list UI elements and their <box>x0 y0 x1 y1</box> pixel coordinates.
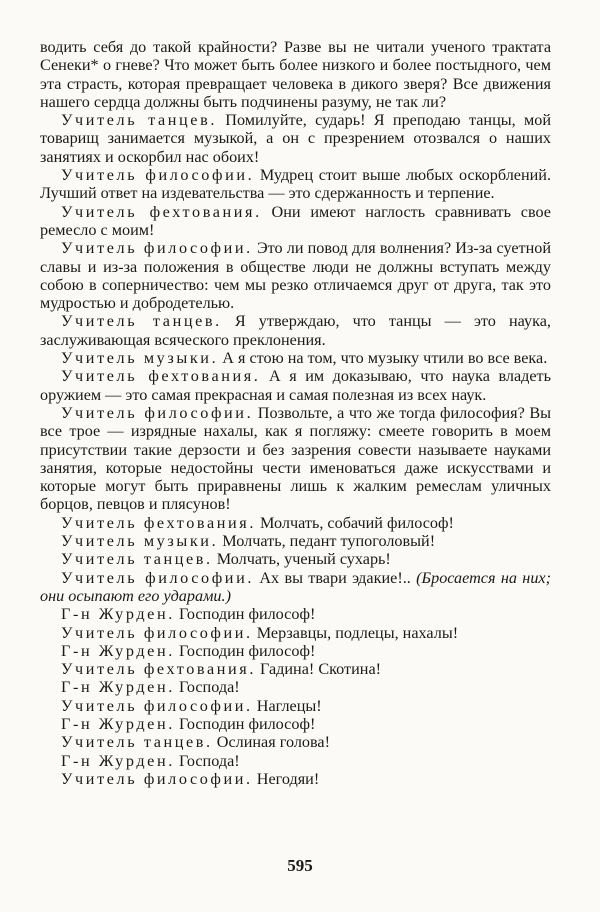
dialogue-paragraph <box>40 349 551 367</box>
speech-text: А я стою на том, что музыку чтили во все века. <box>222 349 548 368</box>
speaker-name: Учитель философии. <box>61 568 254 587</box>
dialogue-paragraph <box>40 38 551 111</box>
speech-text: Молчать, собачий философ! <box>260 513 454 532</box>
dialogue-paragraph <box>40 404 551 514</box>
speaker-name: Г-н Журден. <box>61 678 175 697</box>
dialogue-line <box>40 678 551 696</box>
dialogue-paragraph <box>40 312 551 349</box>
dialogue-line <box>40 697 551 715</box>
speaker-name: Учитель танцев. <box>61 550 213 569</box>
speech-text: Господа! <box>178 678 240 697</box>
speech-text: Мерзавцы, подлецы, нахалы! <box>256 623 459 642</box>
speech-text: Помилуйте, сударь! Я преподаю танцы, мой товарищ занимается музыкой, а он с презрением отозвался о наших занятиях и оскорбил нас обоих! <box>40 111 551 166</box>
speech-text: Это ли повод для волнения? Из-за суетной славы и из-за положения в обществе люди не должны вступать между собою в соперничество: чем мы резко отличаемся друг от друга, так это мудростью и добродетелью. <box>40 239 552 313</box>
dialogue-text <box>40 38 551 788</box>
speaker-name: Г-н Журден. <box>61 751 175 770</box>
speech-text: Господин философ! <box>178 714 316 733</box>
dialogue-paragraph <box>40 111 551 166</box>
speaker-name: Г-н Журден. <box>61 605 175 624</box>
speaker-name: Учитель танцев. <box>61 312 222 331</box>
dialogue-line <box>40 660 551 678</box>
speech-text: Молчать, педант тупоголовый! <box>222 532 436 551</box>
speech-text: Молчать, ученый сухарь! <box>216 550 391 569</box>
speaker-name: Учитель философии. <box>61 403 254 422</box>
speech-text: Ослиная голова! <box>216 733 330 752</box>
speaker-name: Учитель философии. <box>61 623 253 642</box>
speaker-name: Учитель философии. <box>61 769 253 788</box>
dialogue-paragraph <box>40 203 551 240</box>
speech-text: Они имеют наглость сравнивать свое ремесло с моим! <box>40 202 551 239</box>
speaker-name: Г-н Журден. <box>61 714 175 733</box>
dialogue-line <box>40 733 551 751</box>
speech-text: Господин философ! <box>178 641 316 660</box>
dialogue-line <box>40 642 551 660</box>
page-number: 595 <box>287 856 313 875</box>
speech-text: Мудрец стоит выше любых оскорблений. Лучший ответ на издевательства — это сдержанность и терпение. <box>40 166 551 203</box>
paragraph-text: водить себя до такой крайности? Разве вы не читали ученого трактата Сенеки* о гневе? Что может быть более низкого и более постыдного, чем эта страсть, которая превращает человека в дикого зверя? Все движения нашего сердца должны быть подчинены разуму, не так ли? <box>40 38 551 111</box>
dialogue-paragraph <box>40 569 551 606</box>
speech-text: Негодяи! <box>256 769 320 788</box>
dialogue-line <box>40 624 551 642</box>
dialogue-paragraph <box>40 166 551 203</box>
dialogue-line <box>40 752 551 770</box>
speaker-name: Учитель фехтования. <box>61 513 256 532</box>
speech-text: Господин философ! <box>178 605 316 624</box>
dialogue-line <box>40 770 551 788</box>
speaker-name: Учитель фехтования. <box>61 660 256 679</box>
dialogue-line <box>40 532 551 550</box>
dialogue-line <box>40 550 551 568</box>
speech-text: Гадина! Скотина! <box>260 660 382 679</box>
speaker-name: Учитель музыки. <box>61 349 219 368</box>
speech-text: Ах вы твари эдакие!.. <box>259 568 411 587</box>
dialogue-paragraph <box>40 367 551 404</box>
speaker-name: Учитель музыки. <box>61 532 219 551</box>
speaker-name: Учитель танцев. <box>61 733 213 752</box>
dialogue-line <box>40 715 551 733</box>
dialogue-line <box>40 514 551 532</box>
speech-text: Наглецы! <box>256 696 322 715</box>
speaker-name: Учитель философии. <box>61 239 253 258</box>
speaker-name: Г-н Журден. <box>61 641 175 660</box>
speech-text: Я утверждаю, что танцы — это наука, заслуживающая всяческого преклонения. <box>40 312 551 349</box>
dialogue-paragraph <box>40 239 551 312</box>
speech-text: Позвольте, а что же тогда философия? Вы все трое — изрядные нахалы, как я погляжу: смеете говорить в моем присутствии такие дерзости и без зазрения совести называете науками занятия, которые недостойны чести именоваться даже искусствами и которые могут быть приравнены лишь к жалким ремеслам уличных борцов, певцов и плясунов! <box>40 403 551 514</box>
speaker-name: Учитель философии. <box>61 166 255 185</box>
speaker-name: Учитель фехтования. <box>61 367 261 386</box>
speaker-name: Учитель фехтования. <box>61 202 262 221</box>
speech-text: Господа! <box>178 751 240 770</box>
speaker-name: Учитель философии. <box>61 696 253 715</box>
stage-direction: (Бросается на них; они осыпают его ударами.) <box>40 568 552 605</box>
speaker-name: Учитель танцев. <box>61 111 217 130</box>
dialogue-line <box>40 605 551 623</box>
speech-text: А я им доказываю, что наука владеть оружием — это самая прекрасная и самая полезная из всех наук. <box>40 367 552 404</box>
